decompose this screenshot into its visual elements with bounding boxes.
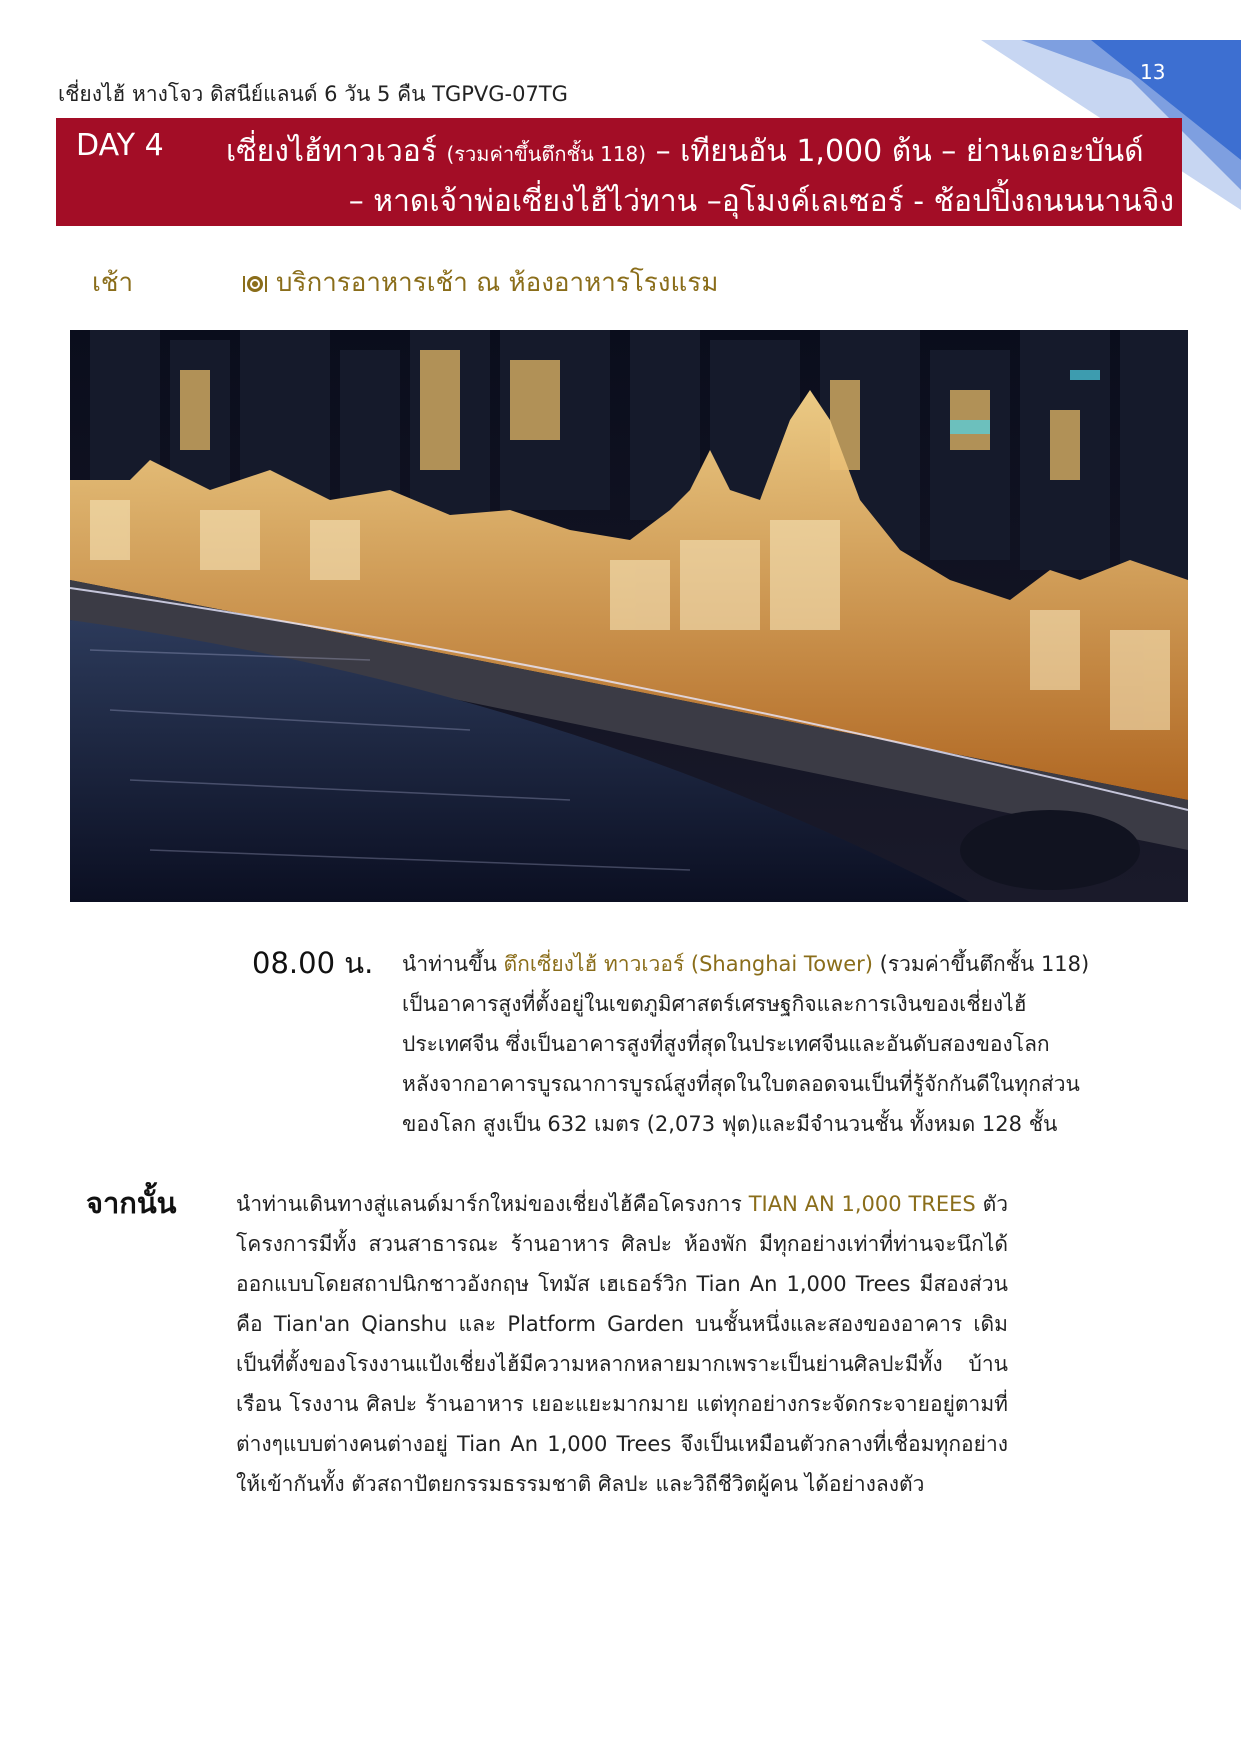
item2-description xyxy=(236,1184,1008,1504)
time-0800: 08.00 น. xyxy=(252,946,374,980)
item2-body: ตัวโครงการมีทั้ง สวนสาธารณะ ร้านอาหาร ศิลปะ ห้องพัก มีทุกอย่างเท่าที่ท่านจะนึกได้ ออกแบบโดยสถาปนิกชาวอังกฤษ โทมัส เฮเธอร์วิก Tian An 1,000 Trees มีสองส่วนคือ Tian'an Qianshu และ Platform Garden บนชั้นหนึ่งและสองของอาคาร เดิมเป็นที่ตั้งของโรงงานแป้งเชี่ยงไฮ้มีความหลากหลายมากเพราะเป็นย่านศิลปะมีทั้ง บ้านเรือน โรงงาน ศิลปะ ร้านอาหาร เยอะแยะมากมาย แต่ทุกอย่างกระจัดกระจายอยู่ตามที่ต่างๆแบบต่างคนต่างอยู่ Tian An 1,000 Trees จึงเป็นเหมือนตัวกลางที่เชื่อมทุกอย่างให้เข้ากันทั้ง ตัวสถาปัตยกรรมธรรมชาติ ศิลปะ และวิถีชีวิตผู้คน ได้อย่างลงตัว xyxy=(236,1192,1008,1496)
day-banner xyxy=(56,118,1182,226)
item1-line: ประเทศจีน ซึ่งเป็นอาคารสูงที่สูงที่สุดในประเทศจีนและอันดับสองของโลก xyxy=(402,1032,1050,1056)
item1-line: เป็นอาคารสูงที่ตั้งอยู่ในเขตภูมิศาสตร์เศรษฐกิจและการเงินของเชี่ยงไฮ้ xyxy=(402,992,1027,1016)
day-title-rest: – เทียนอัน 1,000 ต้น – ย่านเดอะบันด์ xyxy=(655,134,1144,169)
then-label: จากนั้น xyxy=(86,1186,177,1220)
item2-highlight: TIAN AN 1,000 TREES xyxy=(748,1192,976,1216)
day-title-main: เซี่ยงไฮ้ทาวเวอร์ xyxy=(226,134,437,169)
day-title-line2: – หาดเจ้าพ่อเซี่ยงไฮ้ไว่ทาน –อุโมงค์เลเซอร์ - ช้อปปิ้งถนนนานจิง xyxy=(348,184,1174,219)
document-header: เชี่ยงไฮ้ หางโจว ดิสนีย์แลนด์ 6 วัน 5 คืน TGPVG-07TG xyxy=(58,82,568,106)
item1-description xyxy=(402,944,1182,1144)
day-label: DAY 4 xyxy=(76,128,164,163)
item1-line: ของโลก สูงเป็น 632 เมตร (2,073 ฟุต)และมีจำนวนชั้น ทั้งหมด 128 ชั้น xyxy=(402,1112,1058,1136)
item1-highlight: ตึกเซี่ยงไฮ้ ทาวเวอร์ (Shanghai Tower) xyxy=(503,952,873,976)
item1-line-intro xyxy=(402,944,1182,984)
meal-row xyxy=(242,262,718,303)
meal-text: บริการอาหารเช้า ณ ห้องอาหารโรงแรม xyxy=(276,268,719,298)
item1-intro: นำท่านขึ้น xyxy=(402,952,497,976)
item1-note: (รวมค่าขึ้นตึกชั้น 118) xyxy=(879,952,1090,976)
dining-icon xyxy=(242,273,268,295)
photo-illustration xyxy=(70,330,1188,902)
meal-label: เช้า xyxy=(92,268,134,298)
item1-line: หลังจากอาคารบูรณาการบูรณ์สูงที่สุดในใบตลอดจนเป็นที่รู้จักกันดีในทุกส่วน xyxy=(402,1072,1080,1096)
city-night-photo xyxy=(70,330,1188,902)
day-title-note: (รวมค่าขึ้นตึกชั้น 118) xyxy=(446,142,647,166)
item2-intro: นำท่านเดินทางสู่แลนด์มาร์กใหม่ของเชี่ยงไฮ้คือโครงการ xyxy=(236,1192,742,1216)
page-number: 13 xyxy=(1140,60,1166,84)
day-title-line1 xyxy=(226,128,1144,175)
